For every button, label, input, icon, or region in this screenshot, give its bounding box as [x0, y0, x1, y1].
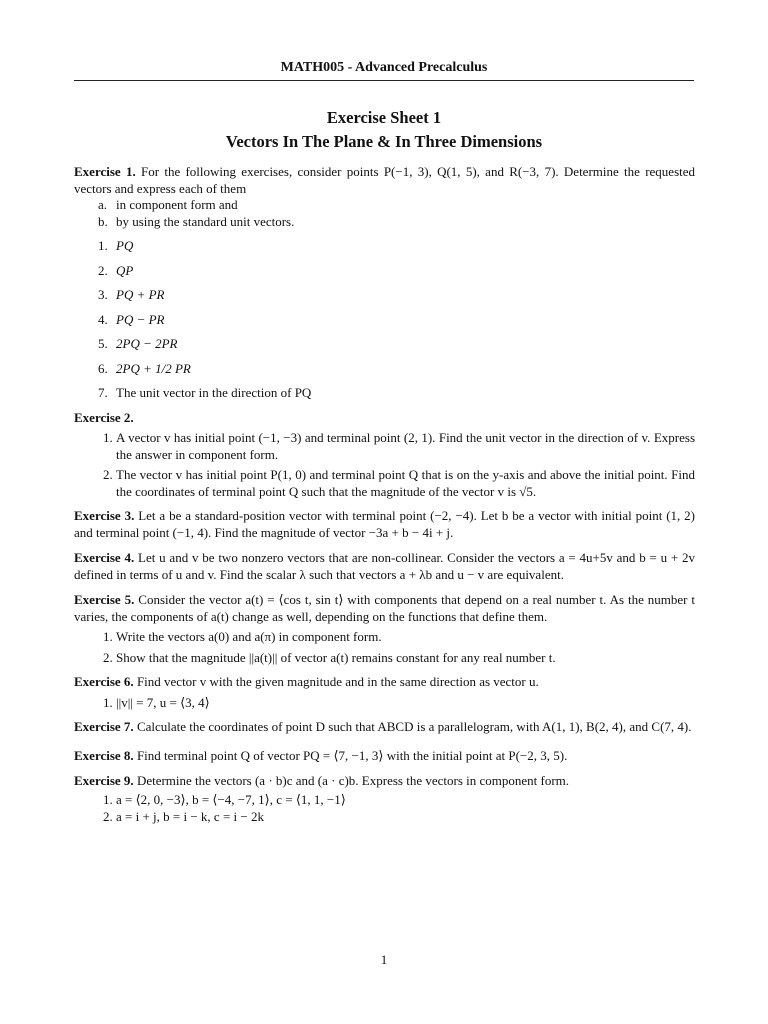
list-item: b. by using the standard unit vectors. [98, 213, 295, 229]
exercise-2 [74, 410, 695, 501]
exercise-label: Exercise 2. [74, 409, 134, 425]
list-item: 2. Show that the magnitude ||a(t)|| of vector a(t) remains constant for any real number t. [116, 650, 695, 667]
exercise-5-intro [74, 592, 695, 625]
list-item: 1. A vector v has initial point (−1, −3) and terminal point (2, 1). Find the unit vector in the direction of v. Express the answer in component form. [116, 430, 695, 463]
exercise-1-items [74, 238, 695, 402]
exercise-7 [74, 719, 695, 736]
list-item: a. in component form and [98, 197, 238, 212]
exercise-8-text: Find terminal point Q of vector PQ = ⟨7, −1, 3⟩ with the initial point at P(−2, 3, 5). [136, 747, 568, 763]
header-rule [74, 80, 694, 81]
list-item: 1. ||v|| = 7, u = ⟨3, 4⟩ [116, 695, 695, 712]
exercise-5 [74, 592, 695, 666]
list-item: 1. Write the vectors a(0) and a(π) in component form. [116, 629, 695, 646]
exercise-9-items [74, 792, 695, 826]
exercise-label: Exercise 6. [74, 674, 134, 689]
exercise-9-intro [74, 773, 695, 790]
exercise-3 [74, 508, 695, 541]
exercise-label: Exercise 4. [74, 550, 135, 565]
list-item: 1. PQ [98, 238, 134, 253]
exercise-label: Exercise 1. [74, 164, 136, 179]
list-item: 7. The unit vector in the direction of PQ [98, 385, 312, 400]
page-number: 1 [380, 952, 388, 967]
list-item: 2. a = i + j, b = i − k, c = i − 2k [116, 809, 695, 826]
list-item: 2. The vector v has initial point P(1, 0) and terminal point Q that is on the y-axis and above the initial point. Find the coordinates of terminal point Q such that the magnitude of the vector v is √5. [116, 467, 695, 500]
exercise-label: Exercise 5. [74, 592, 135, 607]
exercise-label: Exercise 9. [74, 773, 134, 788]
exercise-5-text: Consider the vector a(t) = ⟨cos t, sin t⟩ with components that depend on a real number t. As the number t varies, the components of a(t) change as well, depending on the functions that define them. [74, 592, 696, 624]
exercise-1-intro-text: For the following exercises, consider points P(−1, 3), Q(1, 5), and R(−3, 7). Determine the requested vectors and express each of them [74, 164, 696, 196]
exercise-6 [74, 674, 695, 711]
list-item: 5. 2PQ − 2PR [98, 336, 178, 351]
exercise-4 [74, 550, 695, 583]
exercise-8 [74, 748, 695, 765]
course-header: MATH005 - Advanced Precalculus [280, 60, 488, 75]
exercise-2-intro [74, 410, 695, 427]
list-item: 1. a = ⟨2, 0, −3⟩, b = ⟨−4, −7, 1⟩, c = ⟨1, 1, −1⟩ [116, 792, 695, 809]
exercise-4-text: Let u and v be two nonzero vectors that are non-collinear. Consider the vectors a = 4u+5v and b = u + 2v defined in terms of u and v. Find the scalar λ such that vectors a + λb and u − v are equivalent. [74, 550, 696, 582]
exercise-2-items [74, 430, 695, 500]
sheet-title: Exercise Sheet 1 [326, 108, 442, 127]
exercise-1-intro [74, 164, 695, 197]
sheet-subtitle: Vectors In The Plane & In Three Dimensions [225, 132, 543, 151]
exercise-3-text: Let a be a standard-position vector with terminal point (−2, −4). Let b be a vector with initial point (1, 2) and terminal point (−1, 4). Find the magnitude of vector −3a + b − 4i + j. [74, 508, 696, 540]
list-item: 4. PQ − PR [98, 311, 165, 327]
exercise-content [74, 164, 695, 834]
exercise-9 [74, 773, 695, 826]
exercise-7-text: Calculate the coordinates of point D such that ABCD is a parallelogram, with A(1, 1), B(2, 4), and C(7, 4). [136, 719, 692, 734]
exercise-1 [74, 164, 695, 402]
exercise-1-parts [74, 197, 695, 230]
exercise-5-items [74, 629, 695, 666]
exercise-6-items [74, 695, 695, 712]
list-item: 2. QP [98, 262, 134, 278]
exercise-label: Exercise 7. [74, 719, 134, 734]
list-item: 3. PQ + PR [98, 287, 165, 302]
exercise-6-intro [74, 674, 695, 691]
exercise-6-text: Find vector v with the given magnitude and in the same direction as vector u. [136, 674, 539, 689]
exercise-label: Exercise 8. [74, 747, 134, 763]
list-item: 6. 2PQ + 1/2 PR [98, 360, 191, 376]
exercise-9-text: Determine the vectors (a · b)c and (a · c)b. Express the vectors in component form. [136, 773, 570, 788]
exercise-label: Exercise 3. [74, 508, 135, 523]
